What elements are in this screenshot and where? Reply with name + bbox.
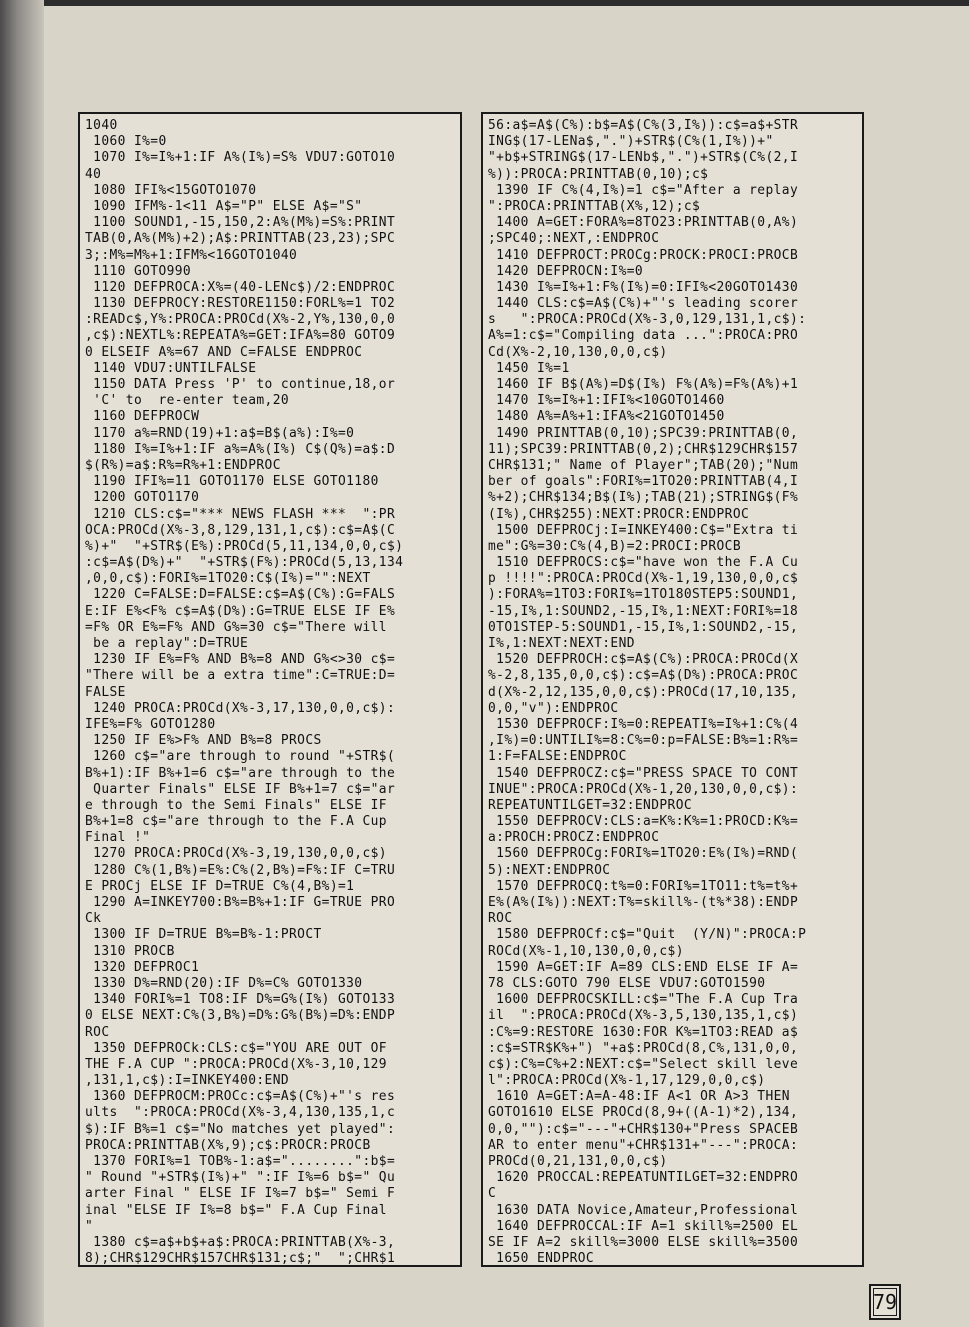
code-line: 1460 IF B$(A%)=D$(I%) F%(A%)=F%(A%)+1 (488, 377, 799, 392)
code-line: 1130 DEFPROCY:RESTORE1150:FORL%=1 TO2 (85, 296, 396, 312)
code-line: 1060 I%=0 (85, 134, 167, 150)
listing-column-right (481, 112, 864, 1267)
code-line: E%(A%(I%)):NEXT:T%=skill%-(t%*38):ENDP (488, 895, 799, 910)
code-line: me":G%=30:C%(4,B)=2:PROCI:PROCB (488, 538, 741, 554)
code-line: ):FORA%=1TO3:FORI%=1TO180STEP5:SOUND1, (488, 587, 799, 603)
code-line: l":PROCA:PROCd(X%-1,17,129,0,0,c$) (488, 1073, 766, 1089)
code-line: 1120 DEFPROCA:X%=(40-LENc$)/2:ENDPROC (85, 279, 396, 295)
code-line: a:PROCH:PROCZ:ENDPROC (488, 830, 660, 846)
code-line: 1280 C%(1,B%)=E%:C%(2,B%)=F%:IF C=TRU (85, 862, 396, 878)
code-line: 1290 A=INKEY700:B%=B%+1:IF G=TRUE PRO (85, 895, 396, 910)
code-line: A%=1:c$="Compiling data ...":PROCA:PRO (488, 328, 799, 344)
code-line: 0,0,""):c$="---"+CHR$130+"Press SPACEB (488, 1121, 799, 1137)
page-top-edge (0, 0, 969, 6)
code-line: Ck (85, 911, 102, 927)
code-line: E PROCj ELSE IF D=TRUE C%(4,B%)=1 (85, 878, 355, 894)
code-line: ults ":PROCA:PROCd(X%-3,4,130,135,1,c (85, 1105, 396, 1121)
code-line: 1490 PRINTTAB(0,10);SPC39:PRINTTAB(0, (488, 425, 799, 441)
code-line: =F% OR E%=F% AND G%=30 c$="There will (85, 619, 387, 635)
code-line: 1530 DEFPROCF:I%=0:REPEATI%=I%+1:C%(4 (488, 716, 799, 732)
code-line: Final !" (85, 830, 151, 846)
code-line: 1320 DEFPROC1 (85, 959, 200, 975)
code-line: IFE%=F% GOTO1280 (85, 716, 216, 732)
code-line: 1160 DEFPROCW (85, 409, 200, 425)
listing-column-left (78, 112, 462, 1267)
code-line: ROCd(X%-1,10,130,0,0,c$) (488, 943, 684, 959)
code-line: B%+1):IF B%+1=6 c$="are through to the (85, 765, 396, 781)
code-line: 1070 I%=I%+1:IF A%(I%)=S% VDU7:GOTO10 (85, 150, 396, 166)
code-line: ROC (85, 1024, 110, 1040)
code-line: %)):PROCA:PRINTTAB(0,10);c$ (488, 166, 709, 182)
code-line: 8);CHR$129CHR$157CHR$131;c$;" ";CHR$1 (85, 1251, 396, 1267)
code-line: PROCd(0,21,131,0,0,c$) (488, 1154, 668, 1169)
code-line: E:IF E%<F% c$=A$(D%):G=TRUE ELSE IF E% (85, 603, 396, 619)
code-line: %)+" "+STR$(E%):PROCd(5,11,134,0,0,c$) (85, 538, 404, 554)
code-line: 1150 DATA Press 'P' to continue,18,or (85, 377, 396, 392)
code-line: 1080 IFI%<15GOTO1070 (85, 182, 257, 198)
code-line: ,I%)=0:UNTILI%=8:C%=0:p=FALSE:B%=1:R%= (488, 733, 799, 749)
code-line: PROCA:PRINTTAB(X%,9);c$:PROCR:PROCB (85, 1137, 371, 1153)
code-line: 0TO1STEP-5:SOUND1,-15,I%,1:SOUND2,-15, (488, 619, 799, 635)
code-line: 1600 DEFPROCSKILL:c$="The F.A Cup Tra (488, 992, 799, 1008)
page-gutter-shadow (0, 0, 44, 1327)
code-line: ":PROCA:PRINTTAB(X%,12);c$ (488, 198, 701, 214)
code-line: "+b$+STRING$(17-LENb$,".")+STR$(C%(2,I (488, 150, 799, 166)
code-line: 1360 DEFPROCM:PROCc:c$=A$(C%)+"'s res (85, 1089, 396, 1105)
code-line: 1650 ENDPROC (488, 1251, 595, 1267)
code-line: c$):C%=C%+2:NEXT:c$="Select skill leve (488, 1056, 799, 1072)
code-line: ,c$):NEXTL%:REPEATA%=GET:IFA%=80 GOTO9 (85, 328, 396, 344)
code-line: 3;:M%=M%+1:IFM%<16GOTO1040 (85, 247, 298, 263)
code-line: :c$=STR$K%+") "+a$:PROCd(8,C%,131,0,0, (488, 1040, 799, 1056)
code-line: ber of goals":FORI%=1TO20:PRINTTAB(4,I (488, 474, 799, 490)
code-line: REPEATUNTILGET=32:ENDPROC (488, 797, 693, 813)
code-line: B%+1=8 c$="are through to the F.A Cup (85, 814, 387, 830)
listing-lines-right (488, 118, 856, 1267)
code-line: 1570 DEFPROCQ:t%=0:FORI%=1TO11:t%=t%+ (488, 878, 799, 894)
code-line: 1480 A%=A%+1:IFA%<21GOTO1450 (488, 409, 725, 425)
code-line: 1110 GOTO990 (85, 263, 192, 279)
code-line: 'C' to re-enter team,20 (85, 393, 290, 409)
code-line: 1140 VDU7:UNTILFALSE (85, 360, 257, 376)
code-line: 1410 DEFPROCT:PROCg:PROCK:PROCI:PROCB (488, 247, 799, 263)
code-line: 1200 GOTO1170 (85, 490, 200, 506)
code-line: 1310 PROCB (85, 943, 175, 959)
code-line: p !!!!":PROCA:PROCd(X%-1,19,130,0,0,c$ (488, 571, 799, 587)
code-line: 1350 DEFPROCk:CLS:c$="YOU ARE OUT OF (85, 1040, 387, 1056)
code-line: 78 CLS:GOTO 790 ELSE VDU7:GOTO1590 (488, 975, 766, 991)
code-line: 1520 DEFPROCH:c$=A$(C%):PROCA:PROCd(X (488, 652, 799, 668)
code-line: 1640 DEFPROCCAL:IF A=1 skill%=2500 EL (488, 1218, 799, 1234)
code-line: 1340 FORI%=1 TO8:IF D%=G%(I%) GOTO133 (85, 992, 396, 1008)
code-line: 1440 CLS:c$=A$(C%)+"'s leading scorer (488, 296, 799, 312)
code-line: $(R%)=a$:R%=R%+1:ENDPROC (85, 457, 281, 473)
code-line: I%,1:NEXT:NEXT:END (488, 636, 635, 651)
code-line: 1380 c$=a$+b$+a$:PROCA:PRINTTAB(X%-3, (85, 1234, 396, 1250)
code-line: e through to the Semi Finals" ELSE IF (85, 797, 387, 813)
code-line: 1550 DEFPROCV:CLS:a=K%:K%=1:PROCD:K%= (488, 814, 799, 830)
code-line: 1220 C=FALSE:D=FALSE:c$=A$(C%):G=FALS (85, 587, 396, 603)
code-line: GOTO1610 ELSE PROCd(8,9+((A-1)*2),134, (488, 1105, 799, 1121)
code-line: 1240 PROCA:PROCd(X%-3,17,130,0,0,c$): (85, 700, 396, 716)
code-line: C (488, 1186, 497, 1202)
code-line: inal "ELSE IF I%=8 b$=" F.A Cup Final (85, 1202, 387, 1218)
code-line: ING$(17-LENa$,".")+STR$(C%(1,I%))+" (488, 134, 774, 150)
code-line: $):IF B%=1 c$="No matches yet played": (85, 1121, 396, 1137)
code-line: 0 ELSE NEXT:C%(3,B%)=D%:G%(B%)=D%:ENDP (85, 1008, 396, 1024)
code-line: 1100 SOUND1,-15,150,2:A%(M%)=S%:PRINT (85, 215, 396, 231)
code-line: :C%=9:RESTORE 1630:FOR K%=1TO3:READ a$ (488, 1024, 799, 1040)
listing-lines-left (85, 118, 454, 1267)
page-number: 79 (869, 1284, 901, 1320)
code-line: 1510 DEFPROCS:c$="have won the F.A Cu (488, 555, 799, 571)
code-line: 1620 PROCCAL:REPEATUNTILGET=32:ENDPRO (488, 1170, 799, 1186)
code-line: 1330 D%=RND(20):IF D%=C% GOTO1330 (85, 975, 363, 991)
code-line: 1580 DEFPROCf:c$="Quit (Y/N)":PROCA:P (488, 927, 807, 943)
code-line: "There will be a extra time":C=TRUE:D= (85, 668, 396, 684)
code-line: 1470 I%=I%+1:IFI%<10GOTO1460 (488, 393, 725, 409)
code-line: 1630 DATA Novice,Amateur,Professional (488, 1202, 799, 1218)
code-line: CHR$131;" Name of Player";TAB(20);"Num (488, 457, 799, 473)
code-line: 56:a$=A$(C%):b$=A$(C%(3,I%)):c$=a$+STR (488, 118, 799, 133)
code-line: il ":PROCA:PROCd(X%-3,5,130,135,1,c$) (488, 1008, 799, 1024)
code-line: INUE":PROCA:PROCd(X%-1,20,130,0,0,c$): (488, 781, 799, 797)
code-line: 1260 c$="are through to round "+STR$( (85, 749, 396, 765)
code-line: %-2,8,135,0,0,c$):c$=A$(D%):PROCA:PROC (488, 668, 799, 684)
code-line: 1590 A=GET:IF A=89 CLS:END ELSE IF A= (488, 959, 799, 975)
code-line: 1430 I%=I%+1:F%(I%)=0:IFI%<20GOTO1430 (488, 279, 799, 295)
code-line: ROC (488, 911, 513, 927)
code-line: (I%),CHR$255):NEXT:PROCR:ENDPROC (488, 506, 750, 522)
code-line: %+2);CHR$134;B$(I%);TAB(21);STRING$(F% (488, 490, 799, 506)
code-line: 1040 (85, 118, 118, 133)
code-line: :READc$,Y%:PROCA:PROCd(X%-2,Y%,130,0,0 (85, 312, 396, 328)
code-line: s ":PROCA:PROCd(X%-3,0,129,131,1,c$): (488, 312, 807, 328)
code-line: 1230 IF E%=F% AND B%=8 AND G%<>30 c$= (85, 652, 396, 668)
code-line: 1210 CLS:c$="*** NEWS FLASH *** ":PR (85, 506, 396, 522)
code-line: ,0,0,c$):FORI%=1TO20:C$(I%)="":NEXT (85, 571, 371, 587)
code-line: 1420 DEFPROCN:I%=0 (488, 263, 644, 279)
code-line: 1270 PROCA:PROCd(X%-3,19,130,0,0,c$) (85, 846, 387, 862)
code-line: 1090 IFM%-1<11 A$="P" ELSE A$="S" (85, 198, 363, 214)
code-line: -15,I%,1:SOUND2,-15,I%,1:NEXT:FORI%=18 (488, 603, 799, 619)
code-line: Cd(X%-2,10,130,0,0,c$) (488, 344, 668, 360)
code-line: Quarter Finals" ELSE IF B%+1=7 c$="ar (85, 781, 396, 797)
code-line: 1180 I%=I%+1:IF a%=A%(I%) C$(Q%)=a$:D (85, 441, 396, 457)
code-line: 1560 DEFPROCg:FORI%=1TO20:E%(I%)=RND( (488, 846, 799, 862)
code-line: 1170 a%=RND(19)+1:a$=B$(a%):I%=0 (85, 425, 355, 441)
code-line: 1190 IFI%=11 GOTO1170 ELSE GOTO1180 (85, 474, 379, 490)
code-line: THE F.A CUP ":PROCA:PROCd(X%-3,10,129 (85, 1056, 387, 1072)
code-line: :c$=A$(D%)+" "+STR$(F%):PROCd(5,13,134 (85, 555, 404, 571)
code-line: 1390 IF C%(4,I%)=1 c$="After a replay (488, 182, 799, 198)
code-line: AR to enter menu"+CHR$131+"---":PROCA: (488, 1137, 799, 1153)
code-line: TAB(0,A%(M%)+2);A$:PRINTTAB(23,23);SPC (85, 231, 396, 247)
code-line: FALSE (85, 684, 126, 700)
code-line: 1450 I%=1 (488, 360, 570, 376)
code-line: 1500 DEFPROCj:I=INKEY400:C$="Extra ti (488, 522, 799, 538)
code-line: 1610 A=GET:A=A-48:IF A<1 OR A>3 THEN (488, 1089, 790, 1105)
code-line: 0 ELSEIF A%=67 AND C=FALSE ENDPROC (85, 344, 363, 360)
code-line: 0,0,"v"):ENDPROC (488, 700, 619, 716)
code-line: 1300 IF D=TRUE B%=B%-1:PROCT (85, 927, 322, 943)
code-line: ,131,1,c$):I=INKEY400:END (85, 1073, 290, 1089)
code-line: 1:F=FALSE:ENDPROC (488, 749, 627, 765)
code-line: 5):NEXT:ENDPROC (488, 862, 611, 878)
code-line: 1400 A=GET:FORA%=8TO23:PRINTTAB(0,A%) (488, 215, 799, 231)
code-line: 1250 IF E%>F% AND B%=8 PROCS (85, 733, 322, 749)
code-line: SE IF A=2 skill%=3000 ELSE skill%=3500 (488, 1234, 799, 1250)
code-line: OCA:PROCd(X%-3,8,129,131,1,c$):c$=A$(C (85, 522, 396, 538)
code-line: " (85, 1218, 94, 1234)
code-line: ;SPC40;:NEXT,:ENDPROC (488, 231, 660, 247)
code-line: arter Final " ELSE IF I%=7 b$=" Semi F (85, 1186, 396, 1202)
code-line: 1370 FORI%=1 TOB%-1:a$="........":b$= (85, 1154, 396, 1169)
code-line: " Round "+STR$(I%)+" ":IF I%=6 b$=" Qu (85, 1170, 396, 1186)
code-line: 11);SPC39:PRINTTAB(0,2);CHR$129CHR$157 (488, 441, 799, 457)
code-line: be a replay":D=TRUE (85, 636, 249, 651)
code-line: d(X%-2,12,135,0,0,c$):PROCd(17,10,135, (488, 684, 799, 700)
code-line: 1540 DEFPROCZ:c$="PRESS SPACE TO CONT (488, 765, 799, 781)
code-line: 40 (85, 166, 102, 182)
